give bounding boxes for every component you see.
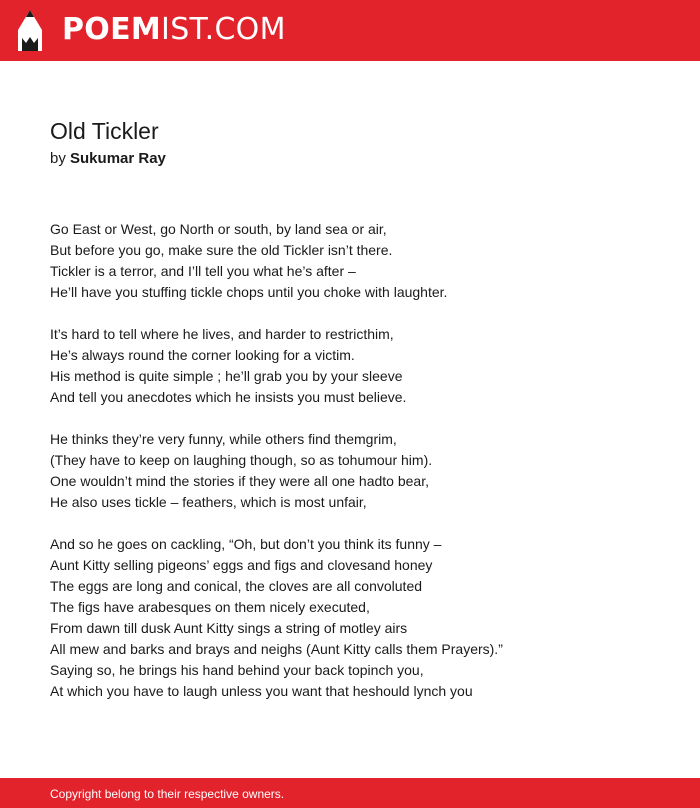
poem-line: And so he goes on cackling, “Oh, but don’t you think its funny – bbox=[50, 536, 442, 552]
poem-line: The figs have arabesques on them nicely executed, bbox=[50, 599, 370, 615]
logo-text-light: IST.COM bbox=[161, 12, 286, 47]
poem-line: He also uses tickle – feathers, which is most unfair, bbox=[50, 494, 367, 510]
poem-line: Go East or West, go North or south, by land sea or air, bbox=[50, 221, 387, 237]
poem-line: It’s hard to tell where he lives, and harder to restricthim, bbox=[50, 326, 394, 342]
pencil-icon bbox=[18, 10, 42, 51]
by-label: by bbox=[50, 150, 66, 167]
poem-stanza bbox=[50, 429, 670, 513]
poem-line: He thinks they’re very funny, while others find themgrim, bbox=[50, 431, 397, 447]
site-logo[interactable] bbox=[62, 11, 286, 49]
poem-title: Old Tickler bbox=[50, 118, 159, 144]
poem-line: All mew and barks and brays and neighs (Aunt Kitty calls them Prayers).” bbox=[50, 641, 503, 657]
poem-body bbox=[50, 219, 670, 723]
poem-line: But before you go, make sure the old Tickler isn’t there. bbox=[50, 242, 393, 258]
site-footer bbox=[0, 778, 700, 808]
site-header bbox=[0, 0, 700, 61]
poem-line: At which you have to laugh unless you want that heshould lynch you bbox=[50, 683, 473, 699]
byline bbox=[50, 149, 166, 169]
copyright-text: Copyright belong to their respective owners. bbox=[50, 787, 285, 801]
logo-text-bold: POEM bbox=[62, 12, 162, 47]
poem-stanza bbox=[50, 534, 670, 702]
poem-line: Tickler is a terror, and I’ll tell you what he’s after – bbox=[50, 263, 356, 279]
poem-stanza bbox=[50, 324, 670, 408]
poem-line: (They have to keep on laughing though, so as tohumour him). bbox=[50, 452, 433, 468]
poem-line: His method is quite simple ; he’ll grab you by your sleeve bbox=[50, 368, 403, 384]
author-name: Sukumar Ray bbox=[70, 150, 166, 167]
poem-line: Aunt Kitty selling pigeons’ eggs and figs and clovesand honey bbox=[50, 557, 433, 573]
poem-stanza bbox=[50, 219, 670, 303]
poem-line: Saying so, he brings his hand behind your back topinch you, bbox=[50, 662, 424, 678]
poem-line: He’s always round the corner looking for a victim. bbox=[50, 347, 355, 363]
poem-line: He’ll have you stuffing tickle chops until you choke with laughter. bbox=[50, 284, 448, 300]
poem-line: From dawn till dusk Aunt Kitty sings a string of motley airs bbox=[50, 620, 408, 636]
poem-line: The eggs are long and conical, the cloves are all convoluted bbox=[50, 578, 423, 594]
poem-line: One wouldn’t mind the stories if they were all one hadto bear, bbox=[50, 473, 429, 489]
poem-line: And tell you anecdotes which he insists you must believe. bbox=[50, 389, 407, 405]
